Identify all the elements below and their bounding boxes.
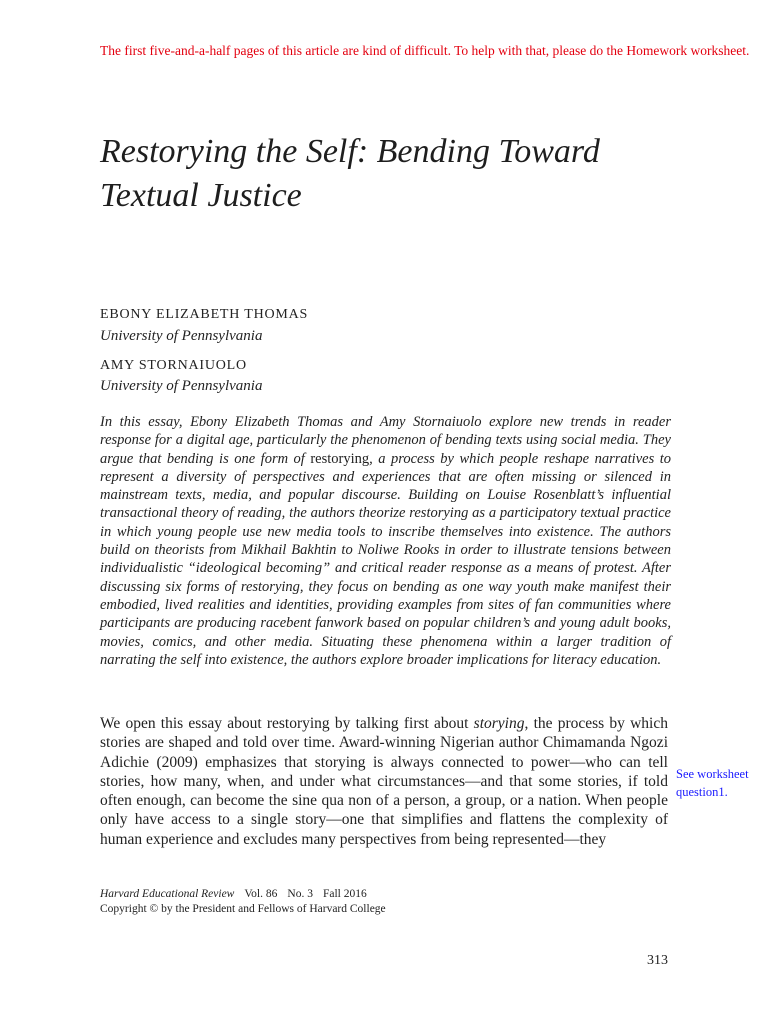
journal-number: No. 3 — [287, 888, 313, 900]
margin-annotation-line-1: See worksheet — [676, 767, 749, 781]
body-term: storying — [473, 715, 525, 732]
page-number: 313 — [647, 953, 668, 968]
journal-issue: Fall 2016 — [322, 888, 367, 900]
title-line-1: Restorying the Self: Bending Toward — [100, 133, 600, 170]
author-name-2: AMY STORNAIUOLO — [100, 358, 247, 373]
body-paragraph — [100, 714, 668, 849]
author-affiliation-1: University of Pennsylvania — [100, 328, 263, 344]
article-title — [100, 130, 700, 218]
body-text-1: We open this essay about restorying by talking first about — [100, 715, 474, 732]
margin-annotation — [676, 765, 766, 801]
author-affiliation-2: University of Pennsylvania — [100, 378, 263, 394]
copyright-line: Copyright © by the President and Fellows of Harvard College — [100, 903, 386, 915]
journal-volume: Vol. 86 — [244, 888, 278, 900]
abstract — [100, 413, 671, 669]
journal-name: Harvard Educational Review — [100, 888, 235, 900]
author-name-1: EBONY ELIZABETH THOMAS — [100, 307, 309, 322]
abstract-text-1: In this essay, Ebony Elizabeth Thomas and Amy Stornaiuolo explore new trends in reader response for a digital age, particularly the phenomenon of bending texts using social media. They argue that bending is one form of — [100, 414, 671, 467]
abstract-text-2: , a process by which people reshape narratives to represent a diversity of perspectives and experiences that are often missing or silenced in mainstream texts, media, and popular discourse. Building on Louise Rosenblatt’s influential transactional theory of reading, the authors theorize restorying as a participatory textual practice in which young people use new media tools to inscribe themselves into existence. The authors build on theorists from Mikhail Bakhtin to Noliwe Rooks in order to illustrate tensions between individualistic “ideological becoming” and critical reader response as a means of protest. After discussing six forms of restorying, they focus on bending as one way youth make manifest their embodied, lived realities and identities, providing examples from sites of fan communities where participants are producing racebent fanwork based on popular children’s and young adult books, movies, comics, and other media. Situating these phenomena within a larger tradition of narrating the self into existence, the authors explore broader implications for literacy education. — [100, 450, 671, 668]
journal-footer — [100, 887, 660, 917]
journal-citation — [100, 887, 660, 902]
title-line-2: Textual Justice — [100, 177, 302, 214]
body-text-2: , the process by which stories are shaped and told over time. Award-winning Nigerian author Chimamanda Ngozi Adichie (2009) emphasizes that storying is always connected to power—who can tell stories, how many, when, and under what circumstances—and that some stories, if told often enough, can become the sine qua non of a person, a group, or a nation. When people only have access to a single story—one that simplifies and flattens the complexity of human experience and excludes many perspectives from being represented—they — [100, 715, 668, 848]
abstract-term: restorying — [310, 450, 370, 467]
top-annotation: The first five-and-a-half pages of this article are kind of difficult. To help with that, please do the Homework worksheet. — [100, 43, 750, 58]
margin-annotation-line-2: question1. — [676, 785, 728, 799]
